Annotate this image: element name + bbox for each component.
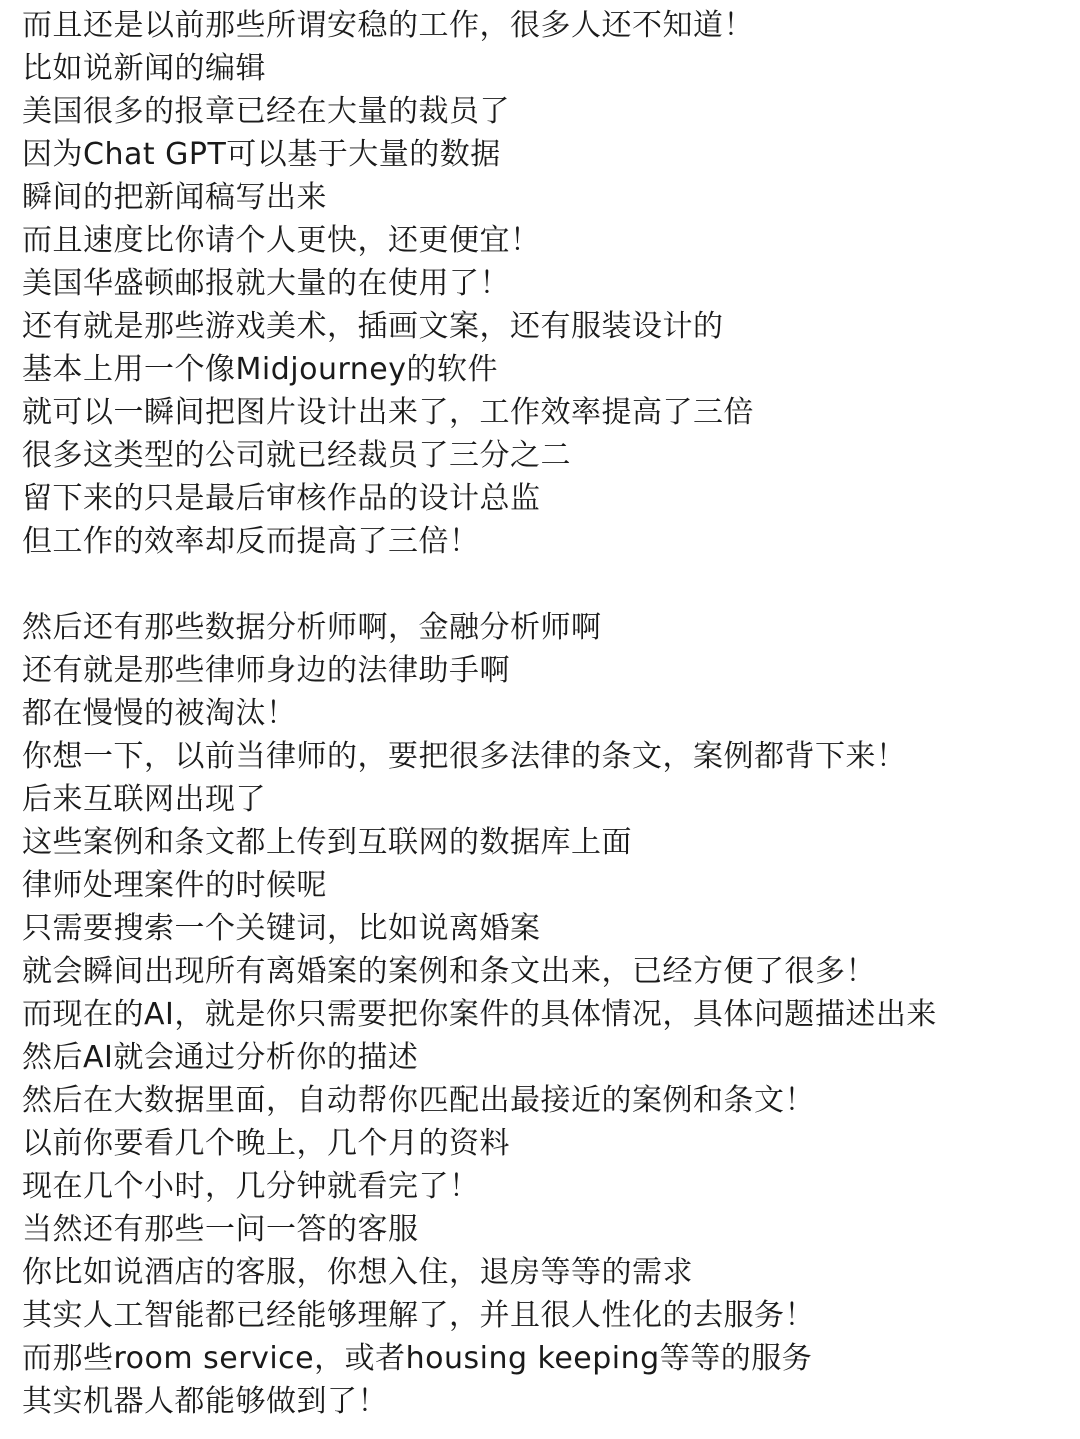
text-line: 其实人工智能都已经能够理解了，并且很人性化的去服务！ [22, 1298, 815, 1333]
text-line: 但工作的效率却反而提高了三倍！ [22, 524, 480, 559]
text-line: 而那些room service，或者housing keeping等等的服务 [22, 1341, 813, 1376]
text-line: 瞬间的把新闻稿写出来 [22, 180, 327, 215]
text-line: 以前你要看几个晚上，几个月的资料 [22, 1126, 510, 1161]
text-line: 然后还有那些数据分析师啊，金融分析师啊 [22, 610, 602, 645]
text-line: 律师处理案件的时候呢 [22, 868, 327, 903]
text-line: 都在慢慢的被淘汰！ [22, 696, 297, 731]
text-line: 然后在大数据里面，自动帮你匹配出最接近的案例和条文！ [22, 1083, 815, 1118]
text-line: 你比如说酒店的客服，你想入住，退房等等的需求 [22, 1255, 693, 1290]
text-line: 很多这类型的公司就已经裁员了三分之二 [22, 438, 571, 473]
text-line: 美国华盛顿邮报就大量的在使用了！ [22, 266, 510, 301]
text-line: 因为Chat GPT可以基于大量的数据 [22, 137, 501, 172]
text-line: 现在几个小时，几分钟就看完了！ [22, 1169, 480, 1204]
text-line: 而且速度比你请个人更快，还更便宜！ [22, 223, 541, 258]
text-line: 其实机器人都能够做到了！ [22, 1384, 388, 1419]
paragraph-2 [22, 606, 1062, 1423]
text-line: 比如说新闻的编辑 [22, 51, 266, 86]
text-line: 还有就是那些律师身边的法律助手啊 [22, 653, 510, 688]
text-line: 而现在的AI，就是你只需要把你案件的具体情况，具体问题描述出来 [22, 997, 937, 1032]
text-document [22, 4, 1062, 1423]
text-line: 后来互联网出现了 [22, 782, 266, 817]
text-line: 还有就是那些游戏美术，插画文案，还有服装设计的 [22, 309, 724, 344]
text-line: 你想一下，以前当律师的，要把很多法律的条文，案例都背下来！ [22, 739, 907, 774]
text-line: 当然还有那些一问一答的客服 [22, 1212, 419, 1247]
text-line: 只需要搜索一个关键词，比如说离婚案 [22, 911, 541, 946]
text-line: 然后AI就会通过分析你的描述 [22, 1040, 419, 1075]
text-line: 留下来的只是最后审核作品的设计总监 [22, 481, 541, 516]
text-line: 基本上用一个像Midjourney的软件 [22, 352, 498, 387]
text-line: 就可以一瞬间把图片设计出来了，工作效率提高了三倍 [22, 395, 754, 430]
text-line: 而且还是以前那些所谓安稳的工作，很多人还不知道！ [22, 8, 754, 43]
paragraph-1 [22, 4, 1062, 563]
paragraph-gap [22, 563, 1062, 606]
text-line: 美国很多的报章已经在大量的裁员了 [22, 94, 510, 129]
text-line: 这些案例和条文都上传到互联网的数据库上面 [22, 825, 632, 860]
text-line: 就会瞬间出现所有离婚案的案例和条文出来，已经方便了很多！ [22, 954, 876, 989]
